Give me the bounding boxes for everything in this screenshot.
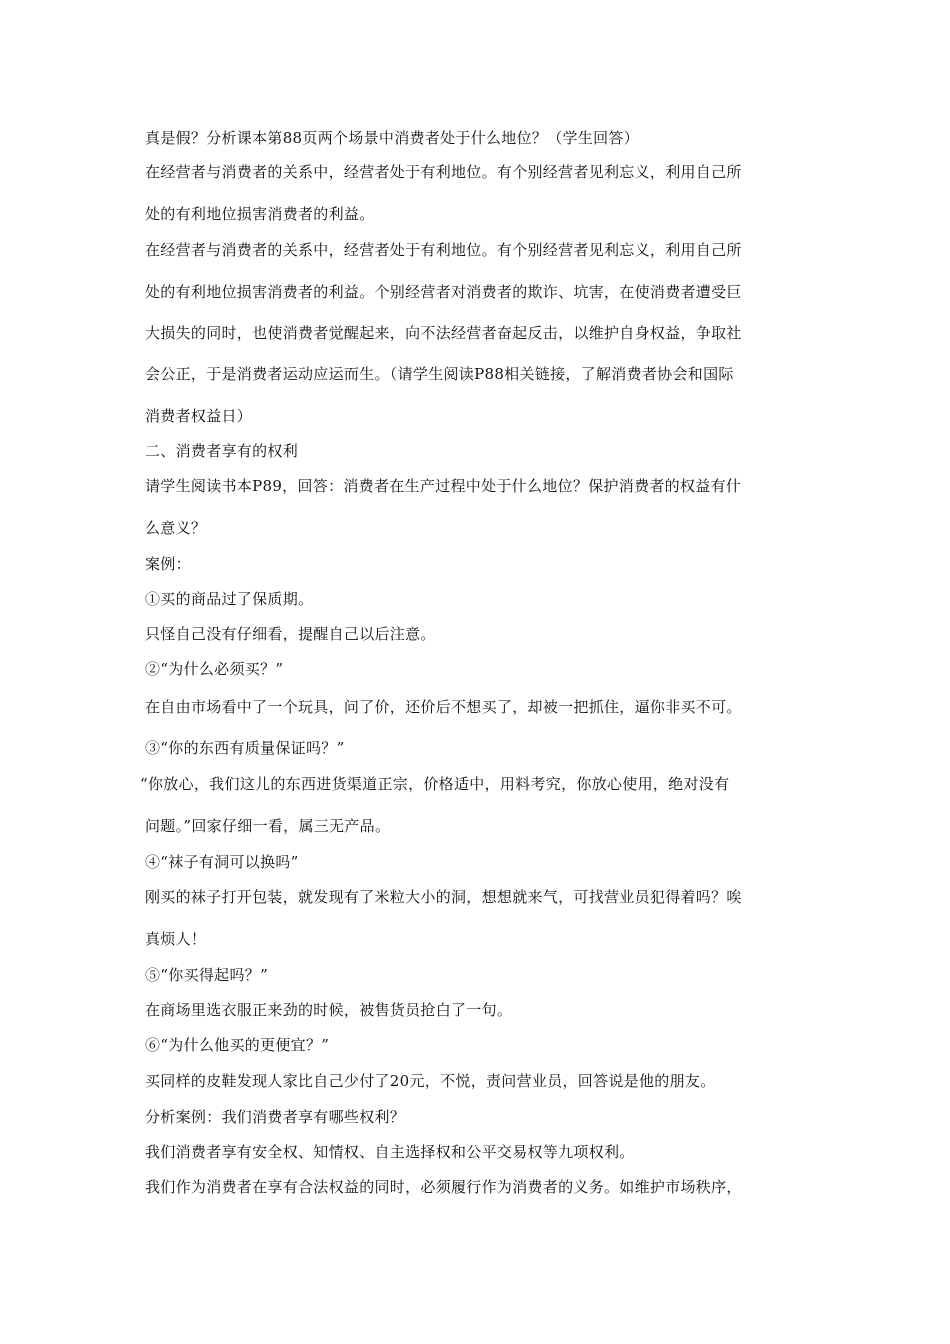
text-line: 请学生阅读书本P89，回答：消费者在生产过程中处于什么地位？保护消费者的权益有什 — [145, 477, 742, 495]
text-line: 处的有利地位损害消费者的利益。个别经营者对消费者的欺诈、坑害，在使消费者遭受巨 — [145, 283, 742, 301]
text-line: 在自由市场看中了一个玩具，问了价，还价后不想买了，却被一把抓住，逼你非买不可。 — [145, 698, 742, 716]
text-line: 我们消费者享有安全权、知情权、自主选择权和公平交易权等九项权利。 — [145, 1143, 635, 1161]
text-line: 大损失的同时，也使消费者觉醒起来，向不法经营者奋起反击，以维护自身权益，争取社 — [145, 324, 742, 342]
text-line: 处的有利地位损害消费者的利益。 — [145, 205, 375, 223]
case-item: ⑥“为什么他买的更便宜？” — [145, 1036, 330, 1054]
text-line: 买同样的皮鞋发现人家比自己少付了20元，不悦，责问营业员，回答说是他的朋友。 — [145, 1072, 716, 1090]
case-item: ②“为什么必须买？” — [145, 660, 284, 678]
text-line: 案例： — [145, 555, 191, 573]
text-line: 在经营者与消费者的关系中，经营者处于有利地位。有个别经营者见利忘义，利用自己所 — [145, 163, 742, 181]
case-item: ③“你的东西有质量保证吗？” — [145, 739, 345, 757]
text-line: “你放心，我们这儿的东西进货渠道正宗，价格适中，用料考究，你放心使用，绝对没有 — [140, 775, 730, 793]
text-line: 分析案例：我们消费者享有哪些权利？ — [145, 1108, 406, 1126]
case-item: ①买的商品过了保质期。 — [145, 590, 314, 608]
text-line: 刚买的袜子打开包装，就发现有了米粒大小的洞，想想就来气，可找营业员犯得着吗？唉 — [145, 888, 742, 906]
text-line: 么意义？ — [145, 519, 207, 537]
text-line: 我们作为消费者在享有合法权益的同时，必须履行作为消费者的义务。如维护市场秩序， — [145, 1178, 742, 1196]
text-line: 真是假？分析课本第88页两个场景中消费者处于什么地位？（学生回答） — [145, 129, 639, 147]
text-line: 问题。”回家仔细一看，属三无产品。 — [145, 817, 391, 835]
text-line: 消费者权益日） — [145, 407, 253, 425]
text-line: 在经营者与消费者的关系中，经营者处于有利地位。有个别经营者见利忘义，利用自己所 — [145, 241, 742, 259]
text-line: 在商场里选衣服正来劲的时候，被售货员抢白了一句。 — [145, 1001, 513, 1019]
text-line: 只怪自己没有仔细看，提醒自己以后注意。 — [145, 625, 436, 643]
case-item: ⑤“你买得起吗？” — [145, 966, 269, 984]
case-item: ④“袜子有洞可以换吗” — [145, 853, 299, 871]
text-line: 会公正，于是消费者运动应运而生。（请学生阅读P88相关链接，了解消费者协会和国际 — [145, 365, 734, 383]
text-line: 真烦人！ — [145, 930, 207, 948]
section-heading: 二、消费者享有的权利 — [145, 442, 299, 460]
